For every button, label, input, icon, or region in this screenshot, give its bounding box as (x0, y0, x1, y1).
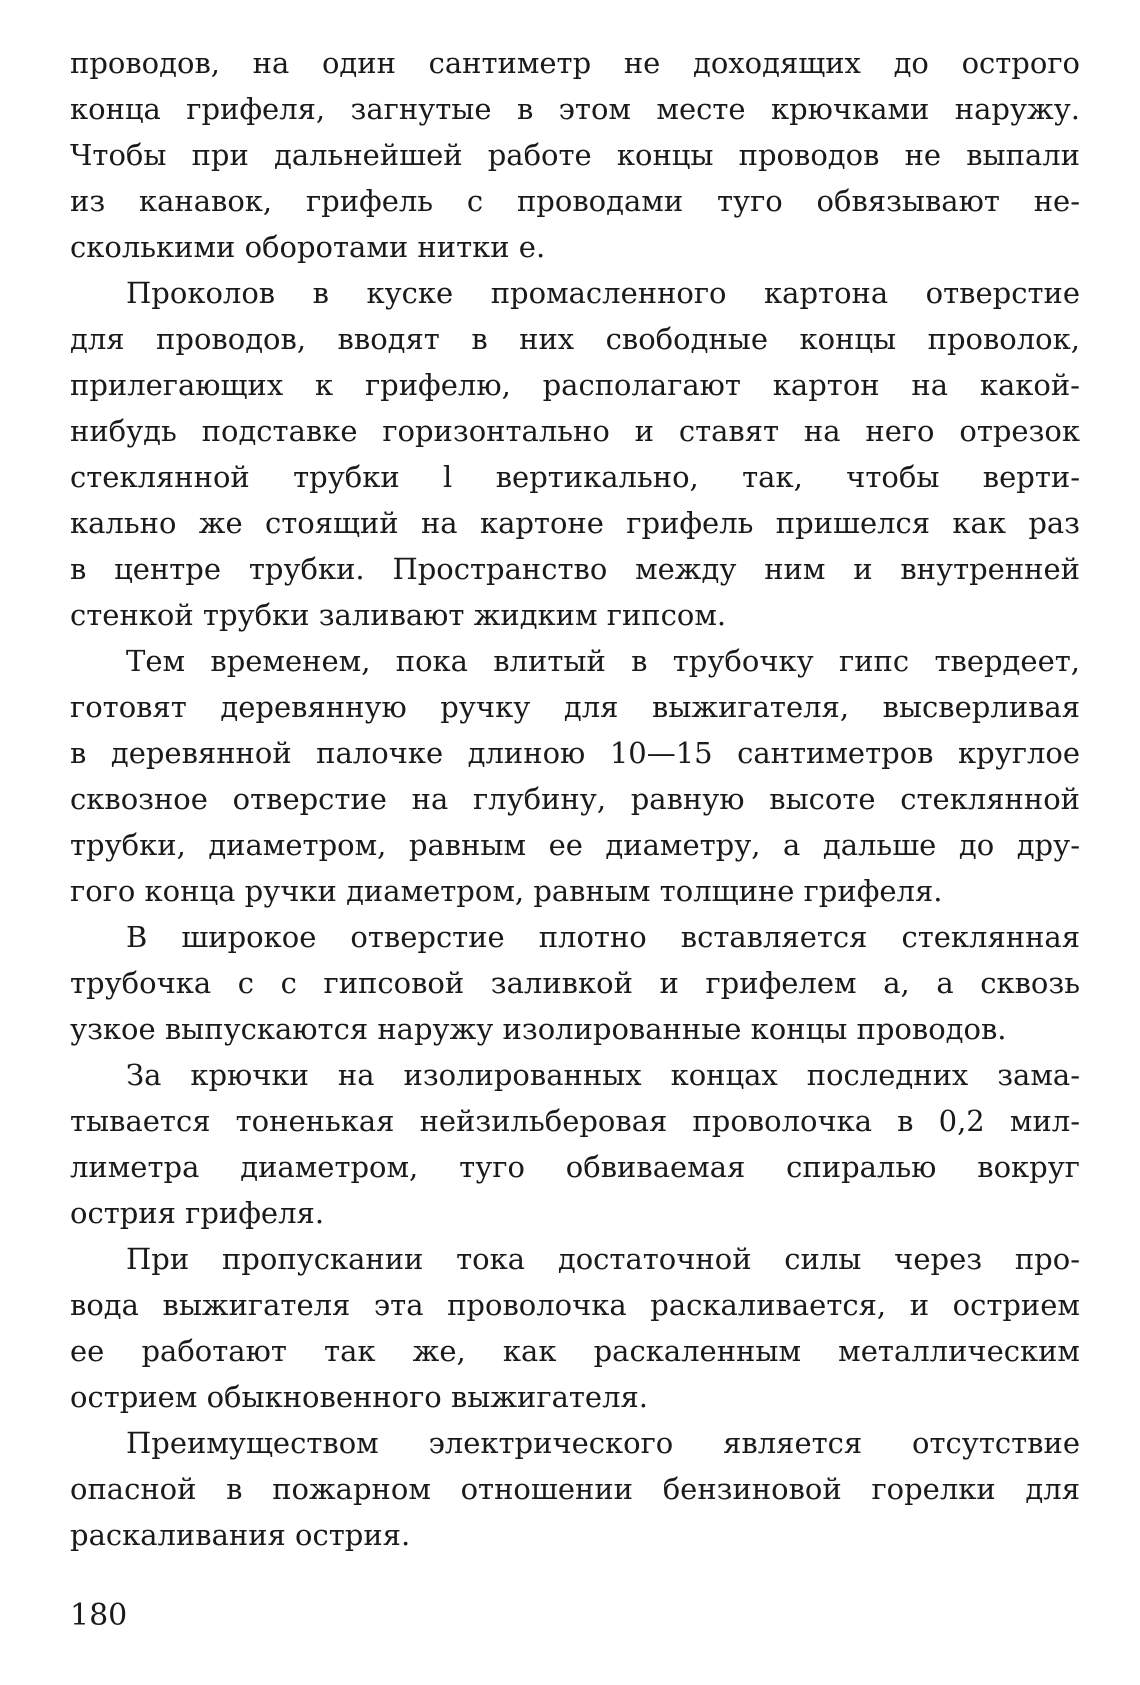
text-line: нибудь подставке горизонтально и ставят на него отрезок (70, 414, 1080, 448)
text-line: трубки, диаметром, равным ее диаметру, а дальше до дру- (70, 828, 1080, 862)
text-line: гого конца ручки диаметром, равным толщине грифеля. (70, 874, 943, 908)
text-line: Тем временем, пока влитый в трубочку гипс твердеет, (126, 644, 1080, 678)
text-line: узкое выпускаются наружу изолированные концы проводов. (70, 1012, 1007, 1046)
text-line: кально же стоящий на картоне грифель пришелся как раз (70, 506, 1080, 540)
paragraph-3 (70, 638, 1080, 914)
text-line: острия грифеля. (70, 1196, 325, 1230)
text-line: В широкое отверстие плотно вставляется стеклянная (126, 920, 1080, 954)
page-body (70, 40, 1080, 1558)
text-line: в деревянной палочке длиною 10—15 сантиметров круглое (70, 736, 1080, 770)
text-line: За крючки на изолированных концах последних зама- (126, 1058, 1080, 1092)
paragraph-5 (70, 1052, 1080, 1236)
text-line: в центре трубки. Пространство между ним и внутренней (70, 552, 1080, 586)
paragraph-2 (70, 270, 1080, 638)
text-line: стенкой трубки заливают жидким гипсом. (70, 598, 727, 632)
text-line: готовят деревянную ручку для выжигателя, высверливая (70, 690, 1080, 724)
text-line: тывается тоненькая нейзильберовая проволочка в 0,2 мил- (70, 1104, 1080, 1138)
text-line: трубочка с с гипсовой заливкой и грифелем а, а сквозь (70, 966, 1080, 1000)
text-line: проводов, на один сантиметр не доходящих до острого (70, 46, 1080, 80)
text-line: прилегающих к грифелю, располагают картон на какой- (70, 368, 1080, 402)
text-line: Преимуществом электрического является отсутствие (126, 1426, 1080, 1460)
text-line: конца грифеля, загнутые в этом месте крючками наружу. (70, 92, 1080, 126)
text-line: стеклянной трубки l вертикально, так, чтобы верти- (70, 460, 1080, 494)
text-line: Чтобы при дальнейшей работе концы проводов не выпали (70, 138, 1080, 172)
text-line: сколькими оборотами нитки е. (70, 230, 546, 264)
paragraph-7 (70, 1420, 1080, 1558)
text-line: острием обыкновенного выжигателя. (70, 1380, 649, 1414)
text-line: Проколов в куске промасленного картона отверстие (126, 276, 1080, 310)
text-line: При пропускании тока достаточной силы через про- (126, 1242, 1080, 1276)
text-line: лиметра диаметром, туго обвиваемая спиралью вокруг (70, 1150, 1080, 1184)
text-line: вода выжигателя эта проволочка раскаливается, и острием (70, 1288, 1080, 1322)
text-line: ее работают так же, как раскаленным металлическим (70, 1334, 1080, 1368)
paragraph-1 (70, 40, 1080, 270)
page-number: 180 (70, 1598, 128, 1633)
paragraph-6 (70, 1236, 1080, 1420)
text-line: из канавок, грифель с проводами туго обвязывают не- (70, 184, 1080, 218)
text-line: раскаливания острия. (70, 1518, 411, 1552)
paragraph-4 (70, 914, 1080, 1052)
text-line: сквозное отверстие на глубину, равную высоте стеклянной (70, 782, 1080, 816)
text-line: для проводов, вводят в них свободные концы проволок, (70, 322, 1080, 356)
text-line: опасной в пожарном отношении бензиновой горелки для (70, 1472, 1080, 1506)
